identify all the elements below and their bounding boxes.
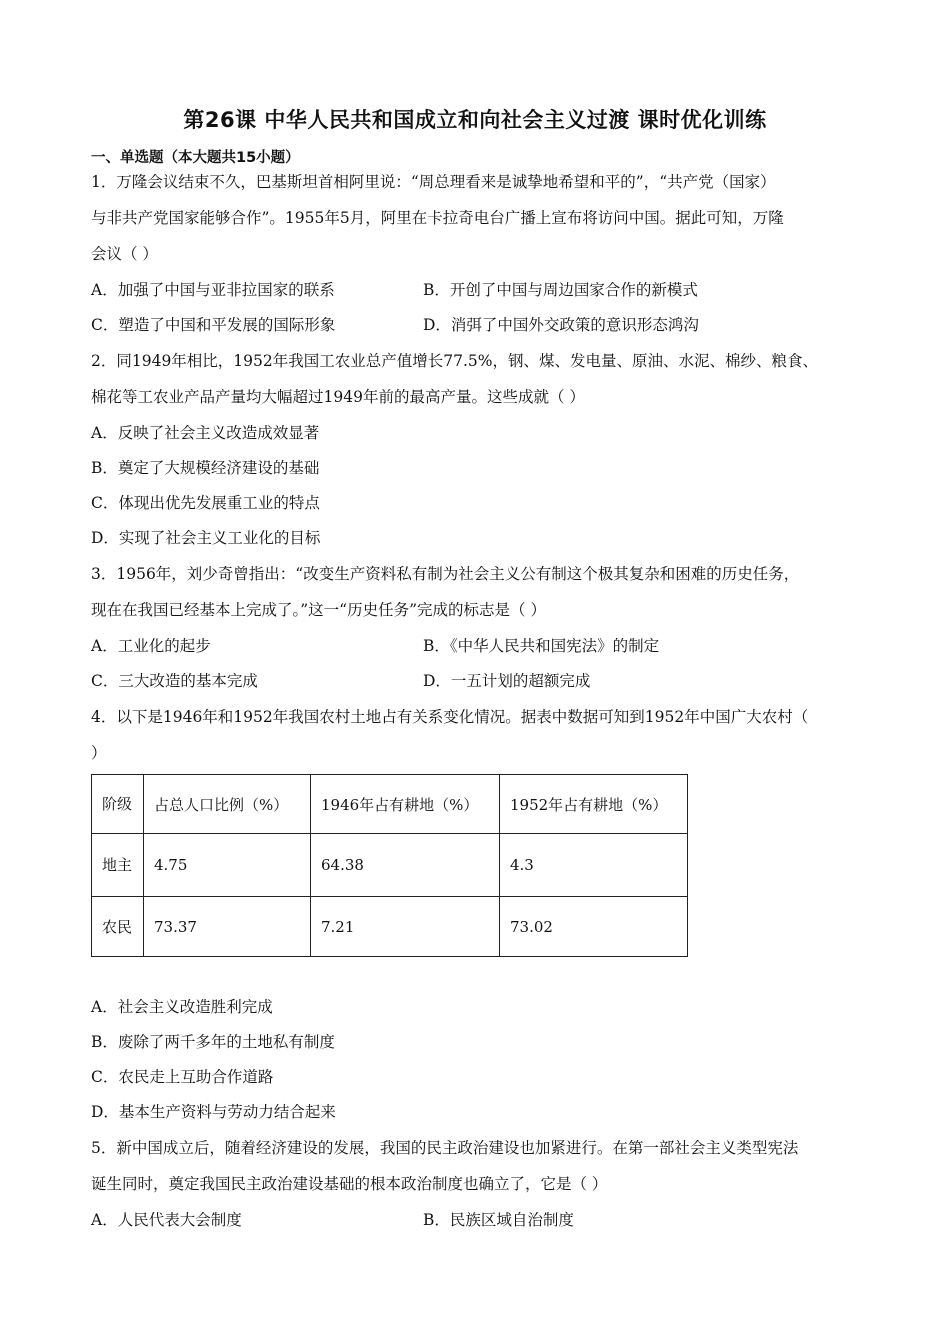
table-cell: 4.3 <box>500 834 688 897</box>
table-header-row <box>92 775 688 834</box>
table-header-cell: 1952年占有耕地（%） <box>500 775 688 834</box>
section-heading: 一、单选题（本大题共15小题） <box>91 150 300 166</box>
q4-option-b: B．废除了两千多年的土地私有制度 <box>91 1033 335 1051</box>
q5-option-a: A．人民代表大会制度 <box>91 1211 242 1229</box>
table-header-cell: 占总人口比例（%） <box>144 775 311 834</box>
table-header-cell: 1946年占有耕地（%） <box>311 775 500 834</box>
table-cell: 73.37 <box>144 897 311 957</box>
table-header-cell: 阶级 <box>92 775 144 834</box>
q3-stem-line-1: 3．1956年，刘少奇曾指出：“改变生产资料私有制为社会主义公有制这个极其复杂和困难的历史任务， <box>91 565 800 583</box>
table-row <box>92 897 688 957</box>
table-cell: 4.75 <box>144 834 311 897</box>
q4-option-c: C．农民走上互助合作道路 <box>91 1068 274 1086</box>
q4-stem-line-1: 4．以下是1946年和1952年我国农村土地占有关系变化情况。据表中数据可知到1952年中国广大农村（ <box>91 708 809 726</box>
table-cell: 地主 <box>92 834 144 897</box>
q4-stem-line-2: ） <box>91 744 107 762</box>
q3-option-c: C．三大改造的基本完成 <box>91 672 258 690</box>
q2-option-d: D．实现了社会主义工业化的目标 <box>91 529 321 547</box>
q2-option-b: B．奠定了大规模经济建设的基础 <box>91 459 320 477</box>
table-cell: 73.02 <box>500 897 688 957</box>
page-title: 第26课 中华人民共和国成立和向社会主义过渡 课时优化训练 <box>183 108 767 132</box>
land-ownership-table <box>91 774 688 957</box>
q5-stem-line-1: 5．新中国成立后，随着经济建设的发展，我国的民主政治建设也加紧进行。在第一部社会主义类型宪法 <box>91 1139 799 1157</box>
q3-option-b: B．《中华人民共和国宪法》的制定 <box>423 637 660 655</box>
table-cell: 64.38 <box>311 834 500 897</box>
q2-stem-line-1: 2．同1949年相比，1952年我国工农业总产值增长77.5%，钢、煤、发电量、原油、水泥、棉纱、粮食、 <box>91 352 818 370</box>
q1-option-a: A．加强了中国与亚非拉国家的联系 <box>91 281 335 299</box>
q4-option-a: A．社会主义改造胜利完成 <box>91 998 273 1016</box>
q2-option-a: A．反映了社会主义改造成效显著 <box>91 424 320 442</box>
table-cell: 7.21 <box>311 897 500 957</box>
q5-option-b: B．民族区域自治制度 <box>423 1211 574 1229</box>
q1-stem-line-2: 与非共产党国家能够合作”。1955年5月，阿里在卡拉奇电台广播上宣布将访问中国。据此可知，万隆 <box>91 209 784 227</box>
q1-option-d: D．消弭了中国外交政策的意识形态鸿沟 <box>423 316 699 334</box>
q2-option-c: C．体现出优先发展重工业的特点 <box>91 494 320 512</box>
q4-option-d: D．基本生产资料与劳动力结合起来 <box>91 1103 336 1121</box>
q5-stem-line-2: 诞生同时，奠定我国民主政治建设基础的根本政治制度也确立了，它是（ ） <box>91 1175 608 1193</box>
q3-option-d: D．一五计划的超额完成 <box>423 672 591 690</box>
table-row <box>92 834 688 897</box>
q1-stem-line-3: 会议（ ） <box>91 245 158 263</box>
q1-option-c: C．塑造了中国和平发展的国际形象 <box>91 316 336 334</box>
table-cell: 农民 <box>92 897 144 957</box>
q1-stem-line-1: 1．万隆会议结束不久，巴基斯坦首相阿里说：“周总理看来是诚挚地希望和平的”，“共产党（国家） <box>91 173 776 191</box>
q3-stem-line-2: 现在在我国已经基本上完成了。”这一“历史任务”完成的标志是（ ） <box>91 601 546 619</box>
q2-stem-line-2: 棉花等工农业产品产量均大幅超过1949年前的最高产量。这些成就（ ） <box>91 388 585 406</box>
q3-option-a: A．工业化的起步 <box>91 637 211 655</box>
q1-option-b: B．开创了中国与周边国家合作的新模式 <box>423 281 698 299</box>
